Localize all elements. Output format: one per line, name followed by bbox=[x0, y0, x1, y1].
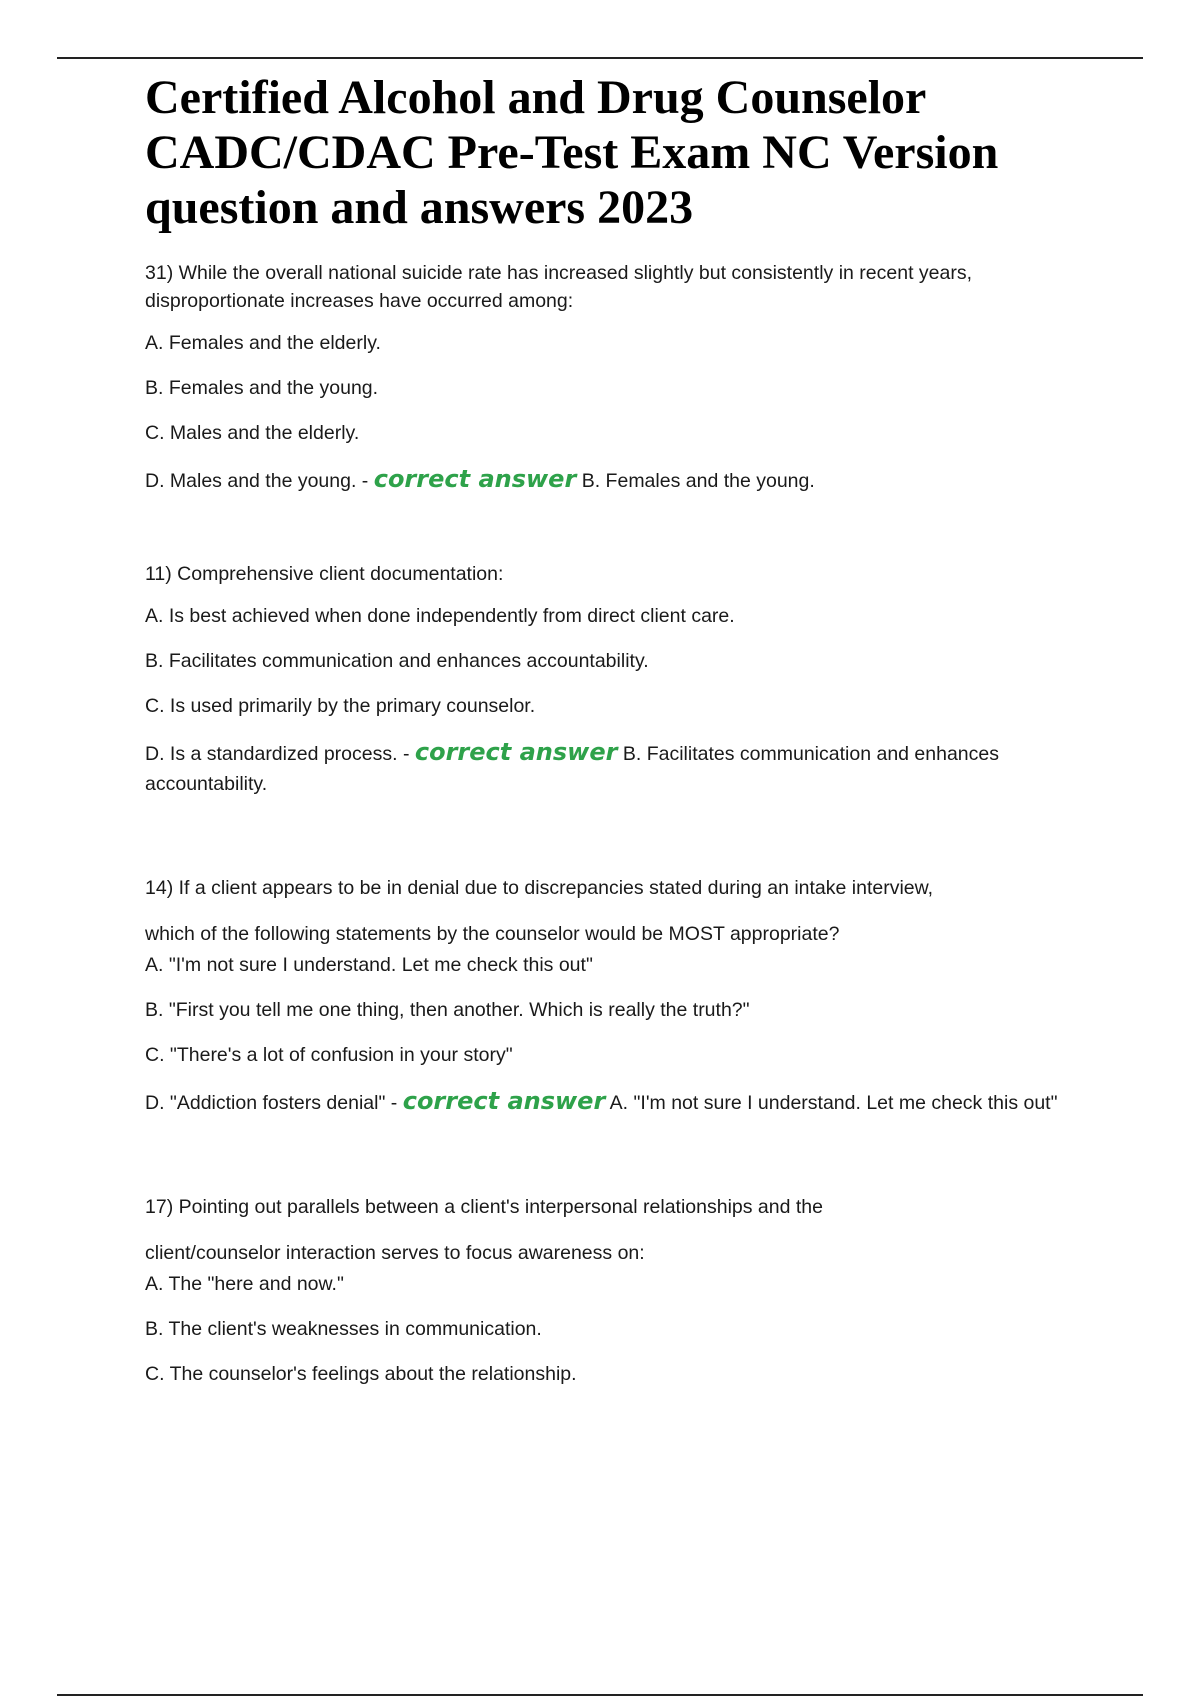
option-b: B. "First you tell me one thing, then another. Which is really the truth?" bbox=[145, 999, 750, 1021]
option-a: A. The "here and now." bbox=[145, 1273, 344, 1295]
option-a: A. "I'm not sure I understand. Let me check this out" bbox=[145, 954, 593, 976]
document-title: Certified Alcohol and Drug Counselor CADC/CDAC Pre-Test Exam NC Version question and answers 2023 bbox=[145, 71, 999, 234]
option-b: B. Females and the young. bbox=[145, 377, 379, 399]
bottom-divider bbox=[57, 1694, 1143, 1696]
correct-answer-label: correct answer bbox=[414, 738, 618, 766]
option-d-with-answer bbox=[145, 737, 1095, 799]
option-c: C. The counselor's feelings about the relationship. bbox=[145, 1363, 577, 1385]
option-b: B. The client's weaknesses in communication. bbox=[145, 1318, 542, 1340]
top-divider bbox=[57, 57, 1143, 59]
question-stem-line-1: 17) Pointing out parallels between a client's interpersonal relationships and the bbox=[145, 1196, 823, 1218]
option-d-with-answer bbox=[145, 464, 1095, 496]
option-c: C. Is used primarily by the primary counselor. bbox=[145, 695, 536, 717]
option-d: D. Males and the young. - bbox=[145, 470, 369, 492]
option-c: C. Males and the elderly. bbox=[145, 422, 360, 444]
answer-text: A. "I'm not sure I understand. Let me check this out" bbox=[609, 1092, 1058, 1114]
question-17 bbox=[145, 1184, 1095, 1388]
document-page bbox=[145, 70, 1095, 1405]
option-c: C. "There's a lot of confusion in your story" bbox=[145, 1044, 513, 1066]
question-stem: 11) Comprehensive client documentation: bbox=[145, 563, 504, 585]
option-a: A. Is best achieved when done independently from direct client care. bbox=[145, 605, 735, 627]
question-14 bbox=[145, 865, 1095, 1118]
question-stem-line-1: 14) If a client appears to be in denial due to discrepancies stated during an intake interview, bbox=[145, 877, 934, 899]
question-stem-line-2: client/counselor interaction serves to focus awareness on: bbox=[145, 1242, 645, 1264]
question-31 bbox=[145, 259, 1095, 496]
correct-answer-label: correct answer bbox=[373, 465, 577, 493]
question-11 bbox=[145, 560, 1095, 799]
answer-text: B. Facilitates communication and enhances accountability. bbox=[145, 743, 999, 795]
question-stem: 31) While the overall national suicide rate has increased slightly but consistently in recent years, disproportionate increases have occurred among: bbox=[145, 262, 973, 312]
correct-answer-label: correct answer bbox=[402, 1087, 606, 1115]
option-d: D. Is a standardized process. - bbox=[145, 743, 410, 765]
option-d: D. "Addiction fosters denial" - bbox=[145, 1092, 398, 1114]
option-a: A. Females and the elderly. bbox=[145, 332, 381, 354]
option-b: B. Facilitates communication and enhances accountability. bbox=[145, 650, 649, 672]
answer-text: B. Females and the young. bbox=[581, 470, 815, 492]
question-stem-line-2: which of the following statements by the counselor would be MOST appropriate? bbox=[145, 923, 840, 945]
option-d-with-answer bbox=[145, 1086, 1095, 1118]
